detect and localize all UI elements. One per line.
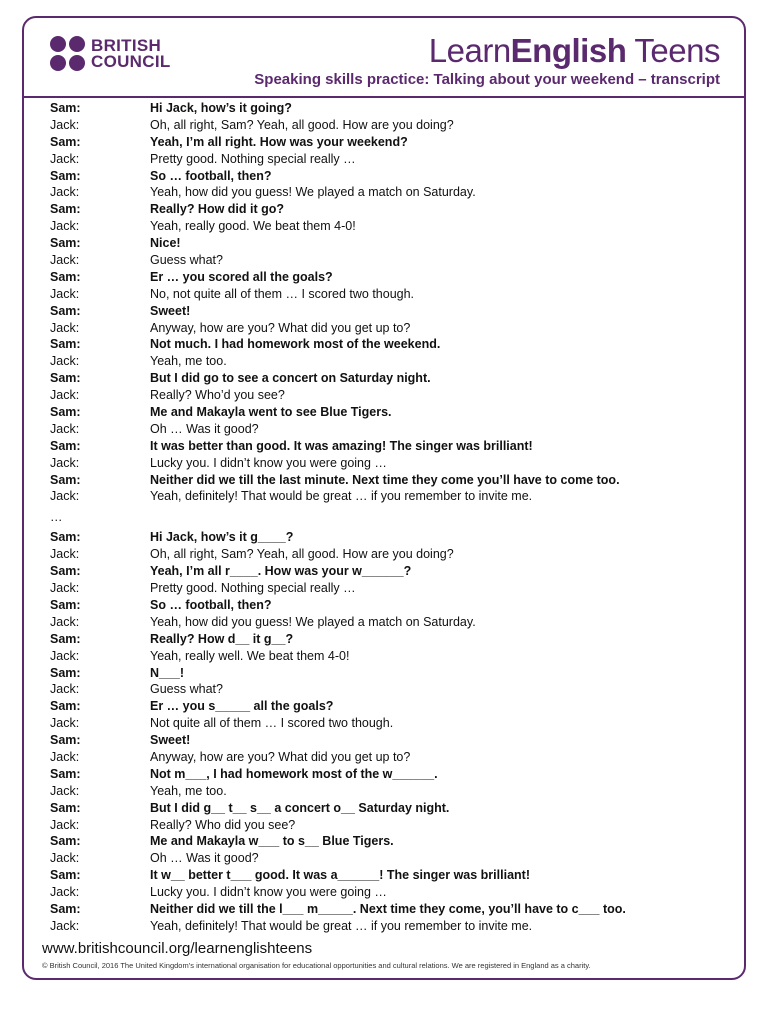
- footer-copyright: © British Council, 2016 The United Kingdom’s international organisation for educational opportunities and cultural relations. We are registered in England as a charity.: [42, 961, 591, 970]
- speaker-label: Sam:: [50, 405, 81, 420]
- dialogue-line: [0, 901, 768, 918]
- dialogue-line: [0, 563, 768, 580]
- speaker-label: Jack:: [50, 682, 80, 697]
- dialogue-line: [0, 286, 768, 303]
- dialogue-text: Nice!: [150, 236, 181, 251]
- dialogue-line: [0, 455, 768, 472]
- transcript: [0, 100, 768, 935]
- learnenglish-teens-logo: [429, 32, 720, 70]
- speaker-label: Sam:: [50, 800, 81, 815]
- speaker-label: Jack:: [50, 388, 80, 403]
- dialogue-line: [0, 766, 768, 783]
- speaker-label: Jack:: [50, 716, 80, 731]
- dialogue-text: Oh … Was it good?: [150, 421, 259, 436]
- dialogue-line: [0, 698, 768, 715]
- dialogue-text: Yeah, really well. We beat them 4-0!: [150, 648, 350, 663]
- speaker-label: Sam:: [50, 530, 81, 545]
- speaker-label: Jack:: [50, 151, 80, 166]
- dialogue-text: Sweet!: [150, 733, 191, 748]
- speaker-label: Jack:: [50, 117, 80, 132]
- dialogue-text: No, not quite all of them … I scored two though.: [150, 286, 415, 301]
- speaker-label: Sam:: [50, 564, 81, 579]
- dialogue-line: [0, 303, 768, 320]
- dialogue-line: [0, 732, 768, 749]
- dialogue-line: [0, 529, 768, 546]
- speaker-label: Sam:: [50, 868, 81, 883]
- dialogue-line: [0, 370, 768, 387]
- dialogue-text: Not m___, I had homework most of the w______.: [150, 766, 438, 781]
- dialogue-text: Yeah, really good. We beat them 4-0!: [150, 219, 356, 234]
- dialogue-line: [0, 800, 768, 817]
- dialogue-text: Oh, all right, Sam? Yeah, all good. How are you doing?: [150, 547, 454, 562]
- dialogue-line: [0, 614, 768, 631]
- dialogue-line: [0, 918, 768, 935]
- dialogue-text: It was better than good. It was amazing! The singer was brilliant!: [150, 438, 533, 453]
- brand-english: English: [510, 32, 627, 69]
- dialogue-line: [0, 117, 768, 134]
- footer-url[interactable]: www.britishcouncil.org/learnenglishteens: [42, 940, 313, 957]
- section-separator: [0, 505, 768, 529]
- dialogue-line: [0, 472, 768, 489]
- speaker-label: Sam:: [50, 303, 81, 318]
- dialogue-line: [0, 336, 768, 353]
- dialogue-text: Yeah, I’m all right. How was your weekend?: [150, 134, 408, 149]
- speaker-label: Jack:: [50, 354, 80, 369]
- brand-learn: Learn: [428, 32, 511, 69]
- logo-text-line2: COUNCIL: [91, 51, 171, 71]
- dialogue-text: Lucky you. I didn’t know you were going …: [150, 455, 387, 470]
- dialogue-text: So … football, then?: [150, 597, 272, 612]
- dialogue-line: [0, 817, 768, 834]
- dialogue-text: Yeah, me too.: [150, 783, 227, 798]
- speaker-label: Sam:: [50, 202, 81, 217]
- speaker-label: Sam:: [50, 901, 81, 916]
- dialogue-line: [0, 867, 768, 884]
- speaker-label: Jack:: [50, 648, 80, 663]
- dialogue-line: [0, 387, 768, 404]
- speaker-label: Sam:: [50, 472, 81, 487]
- dialogue-line: [0, 665, 768, 682]
- dialogue-text: Yeah, definitely! That would be great … if you remember to invite me.: [150, 918, 533, 933]
- dialogue-line: [0, 421, 768, 438]
- dialogue-line: [0, 184, 768, 201]
- dialogue-text: Anyway, how are you? What did you get up to?: [150, 749, 411, 764]
- speaker-label: Jack:: [50, 320, 80, 335]
- speaker-label: Sam:: [50, 134, 81, 149]
- speaker-label: Jack:: [50, 614, 80, 629]
- dialogue-text: Really? How d__ it g__?: [150, 631, 294, 646]
- dialogue-line: [0, 168, 768, 185]
- dialogue-text: Not quite all of them … I scored two though.: [150, 716, 394, 731]
- dialogue-text: Lucky you. I didn’t know you were going …: [150, 885, 387, 900]
- header-divider: [24, 96, 744, 98]
- dialogue-text: Yeah, how did you guess! We played a match on Saturday.: [150, 185, 476, 200]
- dialogue-line: [0, 850, 768, 867]
- dialogue-text: Me and Makayla went to see Blue Tigers.: [150, 405, 392, 420]
- dialogue-line: [0, 235, 768, 252]
- speaker-label: Jack:: [50, 455, 80, 470]
- speaker-label: Sam:: [50, 631, 81, 646]
- speaker-label: Sam:: [50, 337, 81, 352]
- dialogue-line: [0, 580, 768, 597]
- dialogue-line: [0, 631, 768, 648]
- dialogue-line: [0, 546, 768, 563]
- speaker-label: Sam:: [50, 438, 81, 453]
- speaker-label: Jack:: [50, 581, 80, 596]
- dialogue-line: [0, 201, 768, 218]
- dialogue-line: [0, 438, 768, 455]
- dialogue-text: Yeah, how did you guess! We played a match on Saturday.: [150, 614, 476, 629]
- dialogue-text: Neither did we till the l___ m_____. Next time they come, you’ll have to c___ too.: [150, 901, 626, 916]
- speaker-label: Jack:: [50, 286, 80, 301]
- dialogue-text: Anyway, how are you? What did you get up to?: [150, 320, 411, 335]
- speaker-label: Jack:: [50, 817, 80, 832]
- speaker-label: Jack:: [50, 219, 80, 234]
- dialogue-text: Really? Who’d you see?: [150, 388, 285, 403]
- dialogue-text: Oh, all right, Sam? Yeah, all good. How are you doing?: [150, 117, 454, 132]
- dialogue-line: [0, 833, 768, 850]
- speaker-label: Sam:: [50, 766, 81, 781]
- dialogue-text: Yeah, I’m all r____. How was your w______?: [150, 564, 412, 579]
- dialogue-text: But I did go to see a concert on Saturday night.: [150, 371, 431, 386]
- speaker-label: Sam:: [50, 597, 81, 612]
- dialogue-line: [0, 100, 768, 117]
- speaker-label: Jack:: [50, 547, 80, 562]
- dialogue-line: [0, 320, 768, 337]
- brand-teens: Teens: [626, 32, 720, 69]
- dialogue-text: So … football, then?: [150, 168, 272, 183]
- speaker-label: Jack:: [50, 421, 80, 436]
- logo-dots-icon: [50, 36, 85, 71]
- speaker-label: Jack:: [50, 489, 80, 504]
- dialogue-line: [0, 884, 768, 901]
- speaker-label: Sam:: [50, 699, 81, 714]
- speaker-label: Jack:: [50, 253, 80, 268]
- dialogue-line: [0, 353, 768, 370]
- dialogue-line: [0, 134, 768, 151]
- dialogue-text: Not much. I had homework most of the weekend.: [150, 337, 441, 352]
- speaker-label: Sam:: [50, 168, 81, 183]
- speaker-label: Sam:: [50, 101, 81, 115]
- speaker-label: Jack:: [50, 783, 80, 798]
- dialogue-line: [0, 783, 768, 800]
- dialogue-text: Yeah, definitely! That would be great … if you remember to invite me.: [150, 489, 533, 504]
- dialogue-text: Er … you s_____ all the goals?: [150, 699, 334, 714]
- dialogue-line: [0, 749, 768, 766]
- dialogue-text: But I did g__ t__ s__ a concert o__ Saturday night.: [150, 800, 450, 815]
- dialogue-text: Sweet!: [150, 303, 191, 318]
- dialogue-text: Guess what?: [150, 682, 223, 697]
- speaker-label: Sam:: [50, 665, 81, 680]
- speaker-label: Sam:: [50, 269, 81, 284]
- dialogue-text: It w__ better t___ good. It was a______! The singer was brilliant!: [150, 868, 530, 883]
- dialogue-line: [0, 597, 768, 614]
- dialogue-line: [0, 404, 768, 421]
- dialogue-text: Neither did we till the last minute. Next time they come you’ll have to come too.: [150, 472, 620, 487]
- speaker-label: Jack:: [50, 918, 80, 933]
- dialogue-text: Hi Jack, how’s it going?: [150, 101, 292, 115]
- page-subtitle: Speaking skills practice: Talking about your weekend – transcript: [254, 71, 720, 88]
- dialogue-text: Guess what?: [150, 253, 223, 268]
- logo-text-line1: BRITISH: [91, 35, 162, 55]
- dialogue-line: [0, 151, 768, 168]
- dialogue-text: Pretty good. Nothing special really …: [150, 581, 356, 596]
- dialogue-line: [0, 488, 768, 505]
- dialogue-line: [0, 715, 768, 732]
- dialogue-text: Me and Makayla w___ to s__ Blue Tigers.: [150, 834, 394, 849]
- dialogue-text: Pretty good. Nothing special really …: [150, 151, 356, 166]
- dialogue-text: Oh … Was it good?: [150, 851, 259, 866]
- speaker-label: Sam:: [50, 236, 81, 251]
- dialogue-text: Hi Jack, how’s it g____?: [150, 530, 294, 545]
- speaker-label: Jack:: [50, 851, 80, 866]
- dialogue-line: [0, 252, 768, 269]
- dialogue-text: Yeah, me too.: [150, 354, 227, 369]
- speaker-label: Sam:: [50, 834, 81, 849]
- dialogue-text: Really? Who did you see?: [150, 817, 296, 832]
- dialogue-text: Er … you scored all the goals?: [150, 269, 333, 284]
- dialogue-line: [0, 681, 768, 698]
- dialogue-text: Really? How did it go?: [150, 202, 285, 217]
- british-council-logo: [50, 36, 171, 71]
- speaker-label: Sam:: [50, 371, 81, 386]
- speaker-label: Jack:: [50, 749, 80, 764]
- speaker-label: Sam:: [50, 733, 81, 748]
- speaker-label: Jack:: [50, 885, 80, 900]
- dialogue-line: [0, 269, 768, 286]
- dialogue-text: N___!: [150, 665, 185, 680]
- ellipsis-separator: …: [50, 510, 63, 525]
- dialogue-line: [0, 218, 768, 235]
- speaker-label: Jack:: [50, 185, 80, 200]
- dialogue-line: [0, 648, 768, 665]
